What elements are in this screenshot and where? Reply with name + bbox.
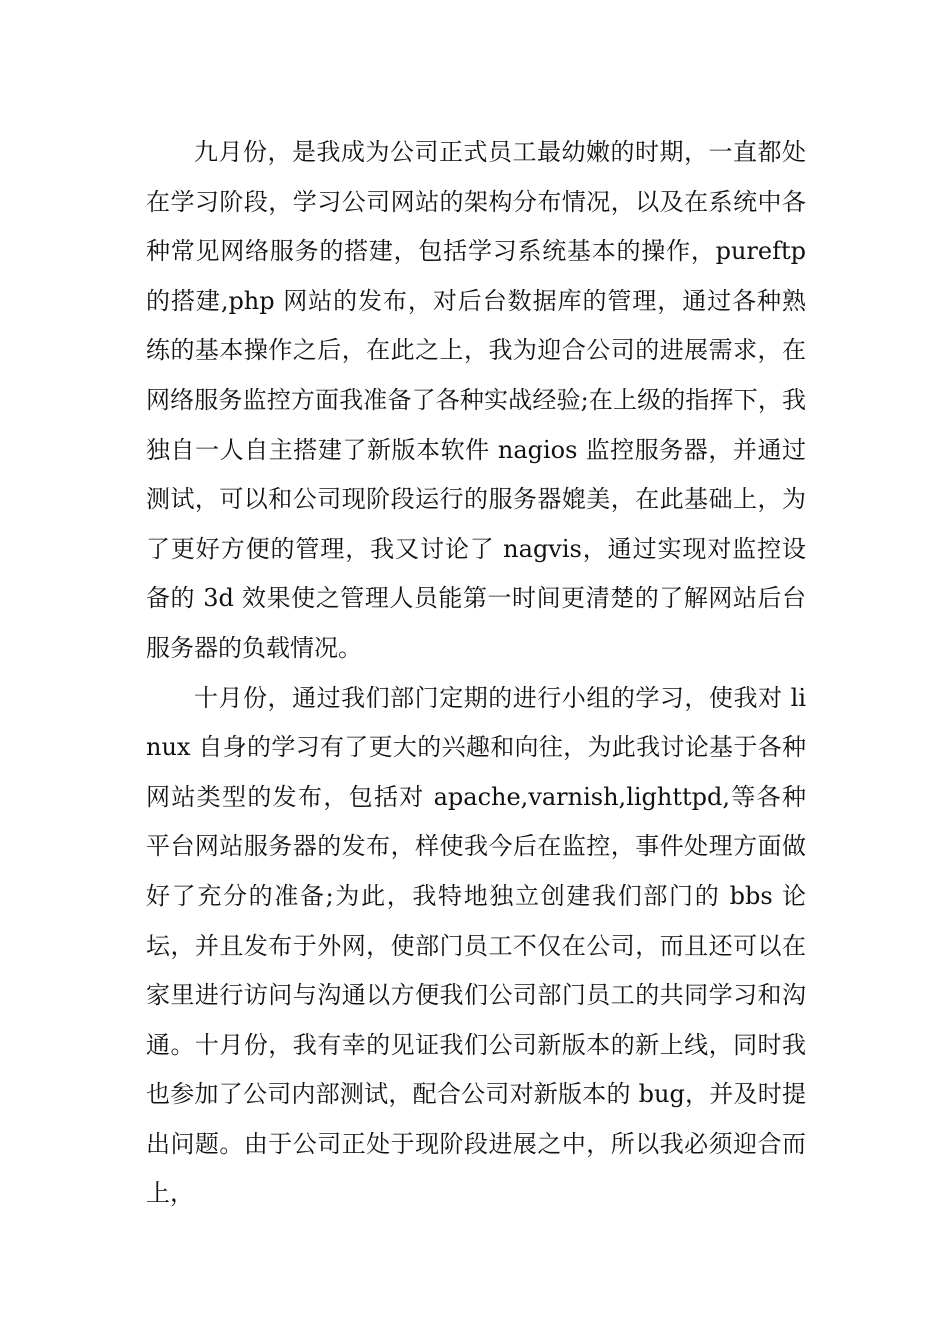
paragraph-october: 十月份，通过我们部门定期的进行小组的学习，使我对 linux 自身的学习有了更大的兴趣和向往，为此我讨论基于各种网站类型的发布，包括对 apache,varnish,lighttpd,等各种平台网站服务器的发布，样使我今后在监控，事件处理方面做好了充分的准备;为此，我特地独立创建我们部门的 bbs 论坛，并且发布于外网，使部门员工不仅在公司，而且还可以在家里进行访问与沟通以方便我们公司部门员工的共同学习和沟通。十月份，我有幸的见证我们公司新版本的新上线，同时我也参加了公司内部测试，配合公司对新版本的 bug，并及时提出问题。由于公司正处于现阶段进展之中，所以我必须迎合而上， xyxy=(146,683,806,1208)
paragraph-september: 九月份，是我成为公司正式员工最幼嫩的时期，一直都处在学习阶段，学习公司网站的架构分布情况，以及在系统中各种常见网络服务的搭建，包括学习系统基本的操作，pureftp 的搭建,php 网站的发布，对后台数据库的管理，通过各种熟练的基本操作之后，在此之上，我为迎合公司的进展需求，在网络服务监控方面我准备了各种实战经验;在上级的指挥下，我独自一人自主搭建了新版本软件 nagios 监控服务器，并通过测试，可以和公司现阶段运行的服务器媲美，在此基础上，为了更好方便的管理，我又讨论了 nagvis，通过实现对监控设备的 3d 效果使之管理人员能第一时间更清楚的了解网站后台服务器的负载情况。 xyxy=(146,138,806,662)
body-text xyxy=(146,128,806,1219)
